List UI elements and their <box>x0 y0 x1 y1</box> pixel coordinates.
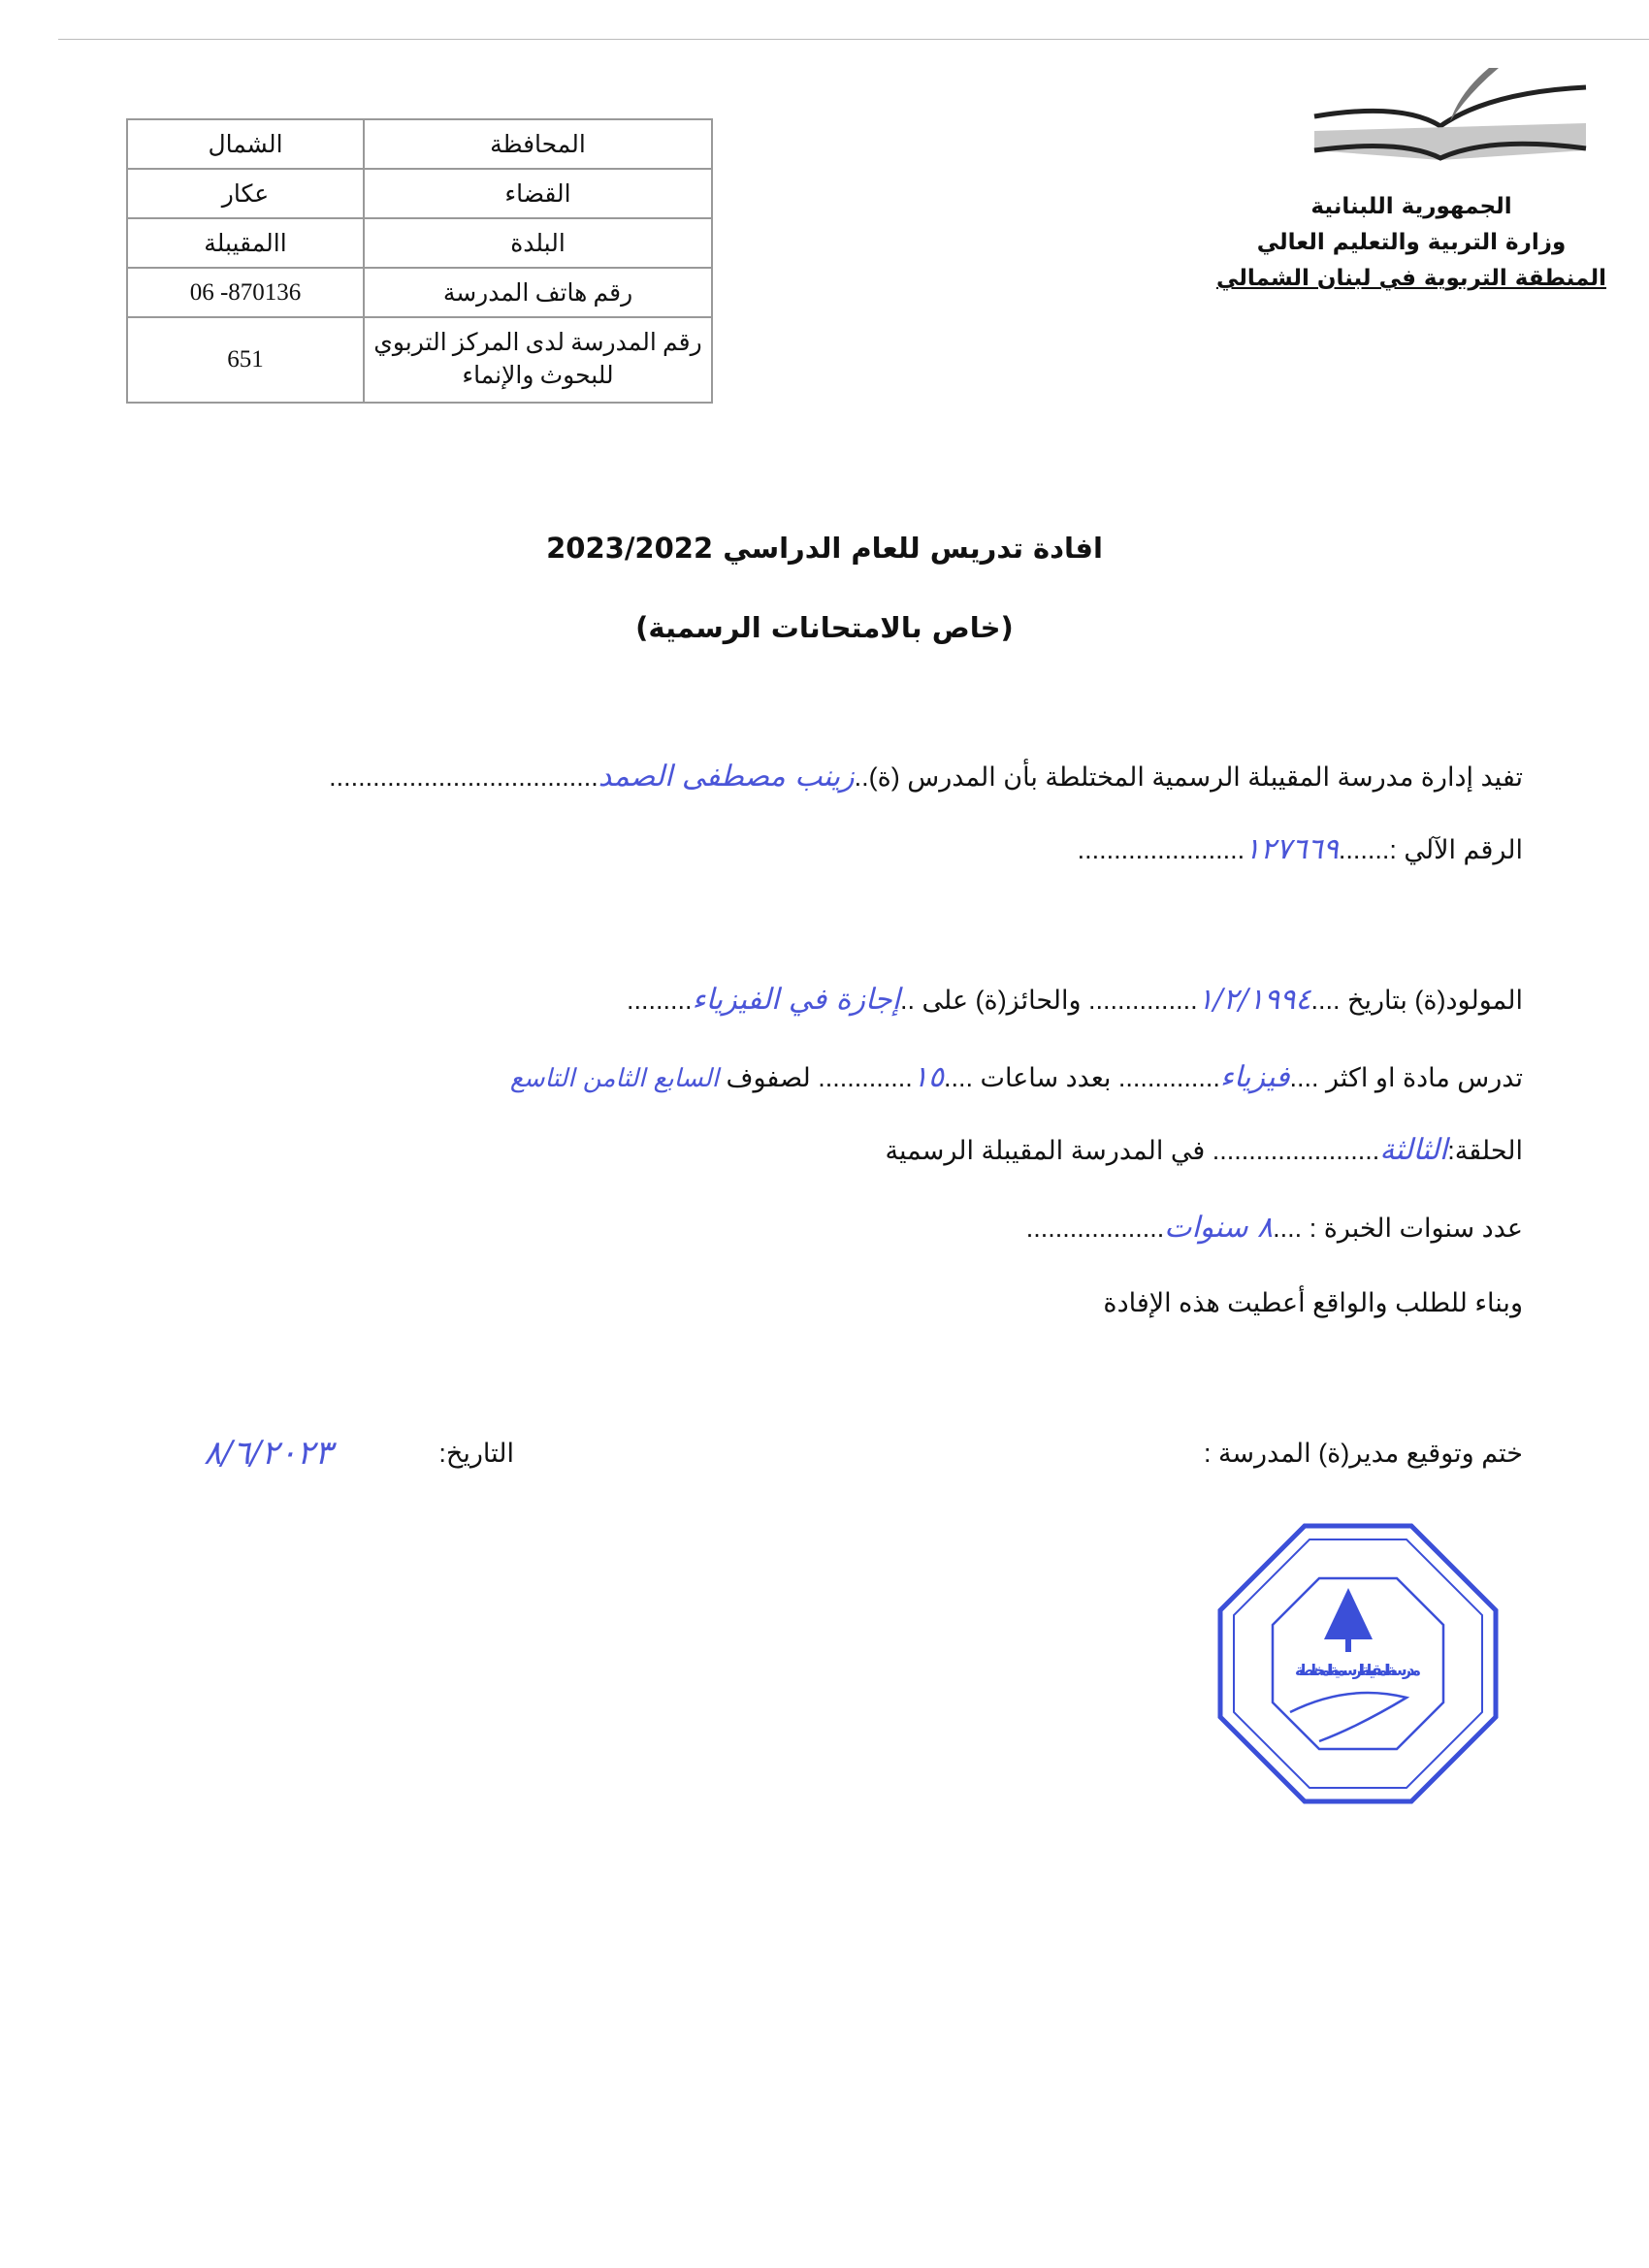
hours: ١٥ <box>912 1060 944 1094</box>
id-number: ١٢٧٦٦٩ <box>1245 832 1339 866</box>
ministry-book-logo <box>1295 63 1596 170</box>
info-label: المحافظة <box>364 119 712 169</box>
label-text: والحائز(ة) على <box>922 986 1082 1015</box>
body-line-experience: عدد سنوات الخبرة : ....٨ سنوات................... <box>1025 1211 1523 1245</box>
info-value: الشمال <box>127 119 364 169</box>
header-region: المنطقة التربوية في لبنان الشمالي <box>1215 266 1607 291</box>
label-text: الحلقة: <box>1447 1136 1523 1165</box>
label-text: عدد سنوات الخبرة : <box>1309 1214 1523 1243</box>
school-info-table <box>126 118 713 404</box>
label-text: لصفوف <box>726 1063 811 1092</box>
date-label: التاريخ: <box>438 1439 514 1468</box>
document-subtitle: (خاص بالامتحانات الرسمية) <box>635 611 1014 644</box>
date-value: ٨/٦/٢٠٢٣ <box>204 1434 333 1473</box>
body-line-subject: تدرس مادة او اكثر ....فيزياء.............. بعدد ساعات ....١٥............. لصفوف السابع الثامن التاسع <box>509 1060 1523 1094</box>
body-line-closing: وبناء للطلب والواقع أعطيت هذه الإفادة <box>1103 1288 1523 1317</box>
signature-label: ختم وتوقيع مدير(ة) المدرسة : <box>1203 1439 1523 1468</box>
table-row <box>127 268 712 317</box>
signature-scribble <box>1290 1693 1406 1741</box>
label-text: المولود(ة) بتاريخ <box>1347 986 1523 1015</box>
label-text: بعدد ساعات <box>980 1063 1112 1092</box>
header-republic: الجمهورية اللبنانية <box>1310 194 1512 219</box>
teacher-name: زينب مصطفى الصمد <box>598 760 855 794</box>
cycle: الثالثة <box>1379 1133 1448 1167</box>
body-line-cycle: الحلقة:الثالثة....................... في المدرسة المقيبلة الرسمية <box>885 1133 1523 1167</box>
scan-edge-line <box>58 39 1649 40</box>
info-label: رقم هاتف المدرسة <box>364 268 712 317</box>
label-text: في المدرسة المقيبلة الرسمية <box>885 1136 1206 1165</box>
school-stamp <box>1212 1518 1504 1809</box>
ministry-header <box>1208 189 1615 297</box>
cedar-tree-icon <box>1324 1588 1373 1652</box>
info-label: رقم المدرسة لدى المركز التربوي للبحوث والإنماء <box>364 317 712 403</box>
info-value: 06 -870136 <box>127 268 364 317</box>
body-line-birth: المولود(ة) بتاريخ ....١/٢/١٩٩٤............... والحائز(ة) على ..إجازة في الفيزياء......... <box>626 983 1523 1017</box>
table-row <box>127 119 712 169</box>
label-text: الرقم الآلي : <box>1389 835 1523 864</box>
info-value: االمقيبلة <box>127 218 364 268</box>
info-label: البلدة <box>364 218 712 268</box>
table-row <box>127 317 712 403</box>
info-label: القضاء <box>364 169 712 218</box>
label-text: تفيد إدارة مدرسة المقيبلة الرسمية المختلطة بأن المدرس (ة) <box>868 762 1523 792</box>
body-line-id: الرقم الآلي :.......١٢٧٦٦٩....................... <box>1077 832 1523 866</box>
label-text: تدرس مادة او اكثر <box>1326 1063 1523 1092</box>
info-value: 651 <box>127 317 364 403</box>
grades: السابع الثامن التاسع <box>509 1064 719 1093</box>
document-title: افادة تدريس للعام الدراسي 2023/2022 <box>546 532 1103 565</box>
stamp-inner-text: مدرسة المقيبلة الرسمية المختلطة <box>1295 1661 1421 1679</box>
experience: ٨ سنوات <box>1164 1211 1274 1245</box>
body-line-teacher: تفيد إدارة مدرسة المقيبلة الرسمية المختلطة بأن المدرس (ة)..زينب مصطفى الصمد..................................... <box>329 760 1523 794</box>
header-ministry: وزارة التربية والتعليم العالي <box>1256 230 1567 255</box>
table-row <box>127 218 712 268</box>
info-value: عكار <box>127 169 364 218</box>
subject: فيزياء <box>1219 1060 1290 1094</box>
table-row <box>127 169 712 218</box>
degree: إجازة في الفيزياء <box>692 983 900 1017</box>
birth-date: ١/٢/١٩٩٤ <box>1197 983 1311 1017</box>
